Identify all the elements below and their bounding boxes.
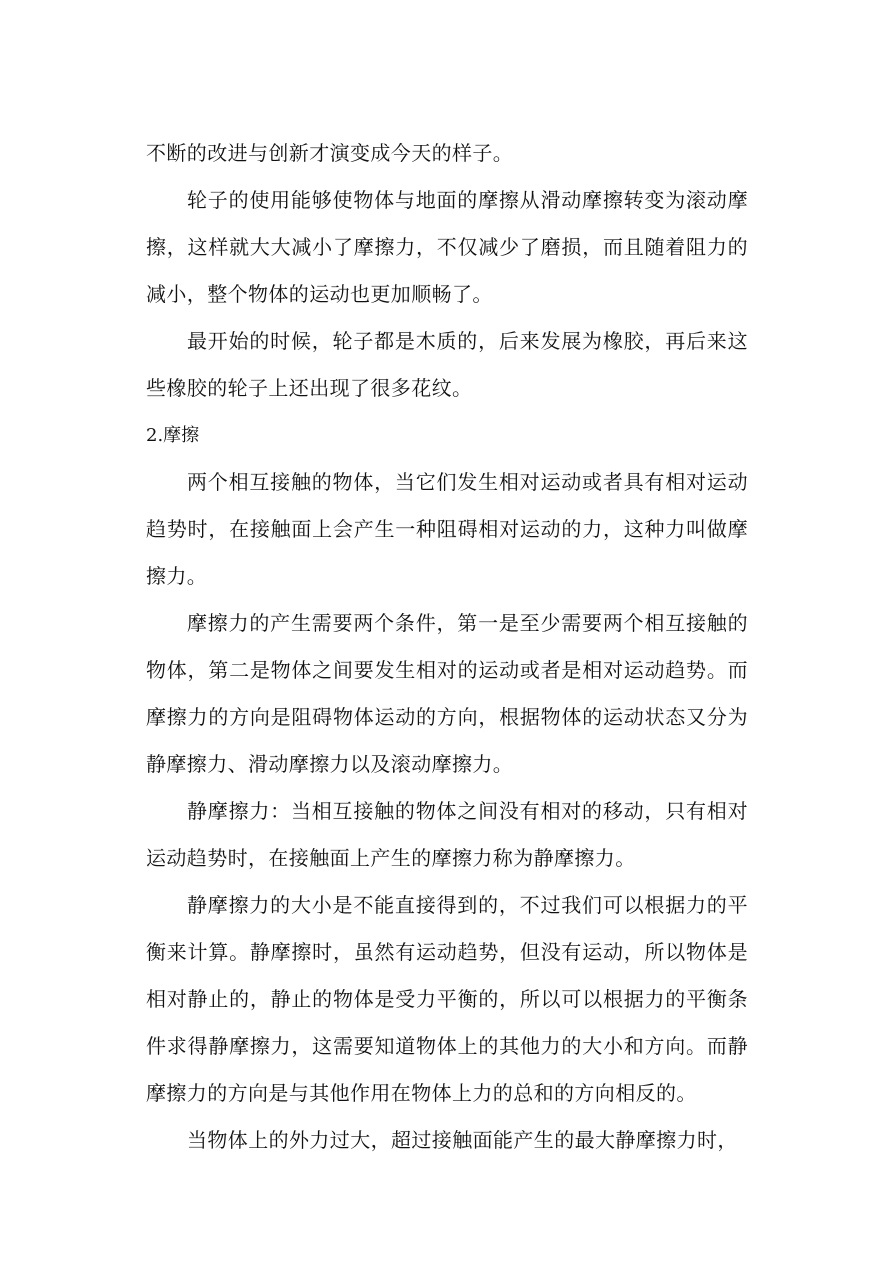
section-heading-friction: 2.摩擦 <box>146 425 200 446</box>
paragraph-wheel-friction: 轮子的使用能够使物体与地面的摩擦从滑动摩擦转变为滚动摩擦，这样就大大减小了摩擦力，不仅减少了磨损，而且随着阻力的减小，整个物体的运动也更加顺畅了。 <box>146 188 748 306</box>
paragraph-continuation: 不断的改进与创新才演变成今天的样子。 <box>146 141 514 165</box>
paragraph-external-force: 当物体上的外力过大，超过接触面能产生的最大静摩擦力时， <box>187 1128 738 1152</box>
paragraph-static-friction-definition: 静摩擦力：当相互接触的物体之间没有相对的移动，只有相对运动趋势时，在接触面上产生的摩擦力称为静摩擦力。 <box>146 799 748 870</box>
paragraph-friction-conditions: 摩擦力的产生需要两个条件，第一是至少需要两个相互接触的物体，第二是物体之间要发生相对的运动或者是相对运动趋势。而摩擦力的方向是阻碍物体运动的方向，根据物体的运动状态又分为静摩擦力、滑动摩擦力以及滚动摩擦力。 <box>146 611 748 776</box>
paragraph-friction-definition: 两个相互接触的物体，当它们发生相对运动或者具有相对运动趋势时，在接触面上会产生一种阻碍相对运动的力，这种力叫做摩擦力。 <box>146 470 748 588</box>
paragraph-static-friction-calculation: 静摩擦力的大小是不能直接得到的，不过我们可以根据力的平衡来计算。静摩擦时，虽然有运动趋势，但没有运动，所以物体是相对静止的，静止的物体是受力平衡的，所以可以根据力的平衡条件求得静摩擦力，这需要知道物体上的其他力的大小和方向。而静摩擦力的方向是与其他作用在物体上力的总和的方向相反的。 <box>146 893 748 1105</box>
paragraph-wheel-material: 最开始的时候，轮子都是木质的，后来发展为橡胶，再后来这些橡胶的轮子上还出现了很多花纹。 <box>146 329 748 400</box>
document-body <box>146 130 748 1164</box>
